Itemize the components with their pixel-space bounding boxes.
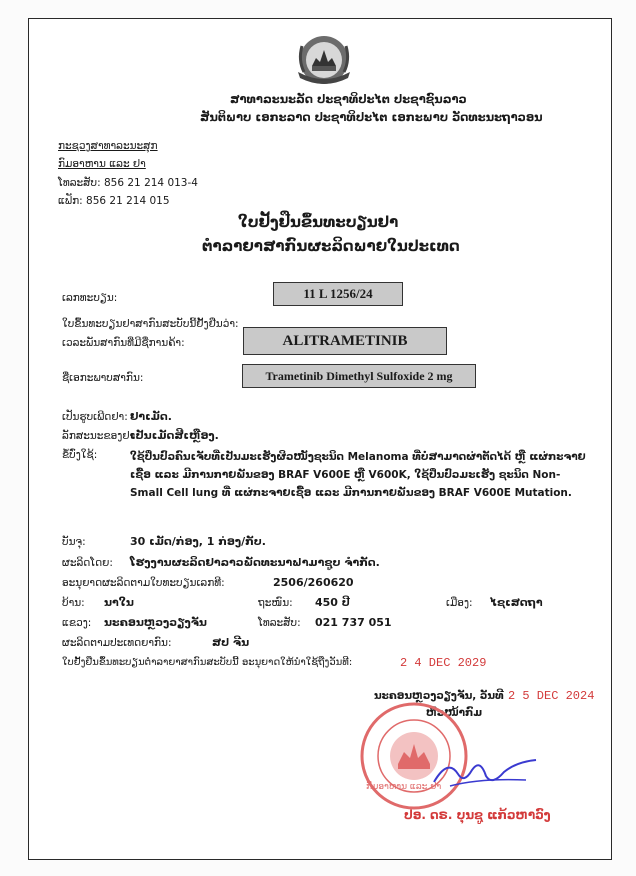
header-line-1: ສາທາລະນະລັດ ປະຊາທິປະໄຕ ປະຊາຊົນລາວ [230, 92, 467, 106]
village-label: ບ້ານ: [62, 597, 85, 609]
country-label: ຜະລິດຕາມປະເທດຍາກົນ: [62, 637, 172, 649]
province-label: ແຂວງ: [62, 617, 92, 629]
indication-value: ໃຊ້ປິ່ນປົວຄົນເຈັບທີ່ເປັນມະເຮັງຜິວໜັງຊະນິດ Melanoma ທີ່ບໍ່ສາມາດຜ່າຕັດໄດ້ ຫຼື ແຜ່ກະຈາຍເຊື້ອ ແລະ ມີການກາຍພັນຂອງ BRAF V600E ຫຼື V600K, ໃຊ້ປິ່ນປົວມະເຮັງ ຊະນິດ Non-Small Cell lung ທີ່ ແຜ່ກະຈາຍເຊື້ອ ແລະ ມີການກາຍພັນຂອງ BRAF V600E Mutation. [130, 451, 586, 499]
province-value: ນະຄອນຫຼວງວຽງຈັນ [104, 616, 207, 629]
signer-role: ຫົວໜ້າກົມ [426, 707, 483, 719]
validity-label: ໃບຢັ້ງຢືນຂຶ້ນທະບຽນຕຳລາຍາສາກົນສະບັບນີ້ ອະນຸຍາດໃຫ້ນຳໃຊ້ຖືງວັນທີ: [62, 657, 353, 668]
tel-value: 021 737 051 [315, 616, 392, 629]
tel-label: ໂທລະສັບ: [258, 617, 301, 629]
ministry-phone: ໂທລະສັບ: 856 21 214 013-4 [58, 177, 198, 189]
signer-name: ປອ. ດຣ. ບຸນຊູ ແກ້ວຫາວົງ [404, 808, 551, 822]
country-value: ສປ ຈີນ [212, 636, 250, 649]
permit-label: ອະນຸຍາດຜະລິດຕາມໃບທະບຽນເລກທີ: [62, 577, 225, 589]
form-value: ຢາເມັດ. [130, 410, 172, 423]
certifies-label: ໃບຂຶ້ນທະບຽນຢາສາກົນສະບັບນີ້ຢັ້ງຢືນວ່າ: [62, 318, 239, 330]
trade-name-value: ALITRAMETINIB [243, 327, 447, 355]
producer-label: ຜະລິດໂດຍ: [62, 557, 113, 569]
generic-value: Trametinib Dimethyl Sulfoxide 2 mg [242, 364, 476, 388]
district-label: ເມືອງ: [446, 597, 473, 609]
street-value: 450 ປີ [315, 596, 350, 609]
form-label: ເປັນຮູບເພີດຢາ: [62, 411, 128, 423]
validity-date: 2 4 DEC 2029 [400, 656, 487, 670]
reg-no-label: ເລກທະບຽນ: [62, 292, 118, 304]
permit-value: 2506/260620 [273, 576, 354, 589]
department-name: ກົມອາຫານ ແລະ ຢາ [58, 158, 146, 170]
packing-value: 30 ເມັດ/ກ່ອງ, 1 ກ່ອງ/ກັບ. [130, 535, 266, 548]
appearance-value: ເປັນເມັດສີເຫຼືອງ. [130, 429, 219, 442]
street-label: ຖະໜົນ: [258, 597, 293, 609]
header-line-2: ສັນຕິພາບ ເອກະລາດ ປະຊາທິປະໄຕ ເອກະພາບ ວັດທະນະຖາວອນ [200, 110, 543, 124]
ministry-fax: ແຟັກ: 856 21 214 015 [58, 195, 170, 207]
certificate-title: ໃບຢັ້ງຢືນຂຶ້ນທະບຽນຢາ [238, 213, 399, 231]
lao-emblem-icon [292, 28, 356, 88]
district-value: ໄຊເສດຖາ [490, 596, 543, 609]
sign-date: 2 5 DEC 2024 [508, 689, 595, 703]
seal-text: ກົມອາຫານ ແລະ ຢາ [366, 782, 442, 792]
producer-value: ໂຮງງານຜະລິດຢາລາວພັດທະນາຟາມາຊູບ ຈຳກັດ. [130, 556, 380, 569]
trade-name-label: ເວລະພັນສາກົນທີ່ມີຊື່ການຄ້າ: [62, 337, 185, 349]
appearance-label: ລັກສະນະຂອງຢາ: [62, 430, 139, 442]
indication-label: ຂໍ້ບົ່ງໃຊ້: [62, 449, 98, 461]
certificate-subtitle: ຕຳລາຍາສາກົນຜະລິດພາຍໃນປະເທດ [202, 237, 460, 255]
reg-no-value: 11 L 1256/24 [273, 282, 403, 306]
packing-label: ບັນຈຸ: [62, 536, 86, 548]
signature-icon [430, 752, 540, 792]
ministry-name: ກະຊວງສາທາລະນະສຸກ [58, 140, 158, 152]
village-value: ນາໃນ [104, 596, 134, 609]
sign-place-date: ນະຄອນຫຼວງວຽງຈັນ, ວັນທີ [374, 690, 504, 702]
generic-label: ຊື່ເອກະພາບສາກົນ: [62, 372, 144, 384]
